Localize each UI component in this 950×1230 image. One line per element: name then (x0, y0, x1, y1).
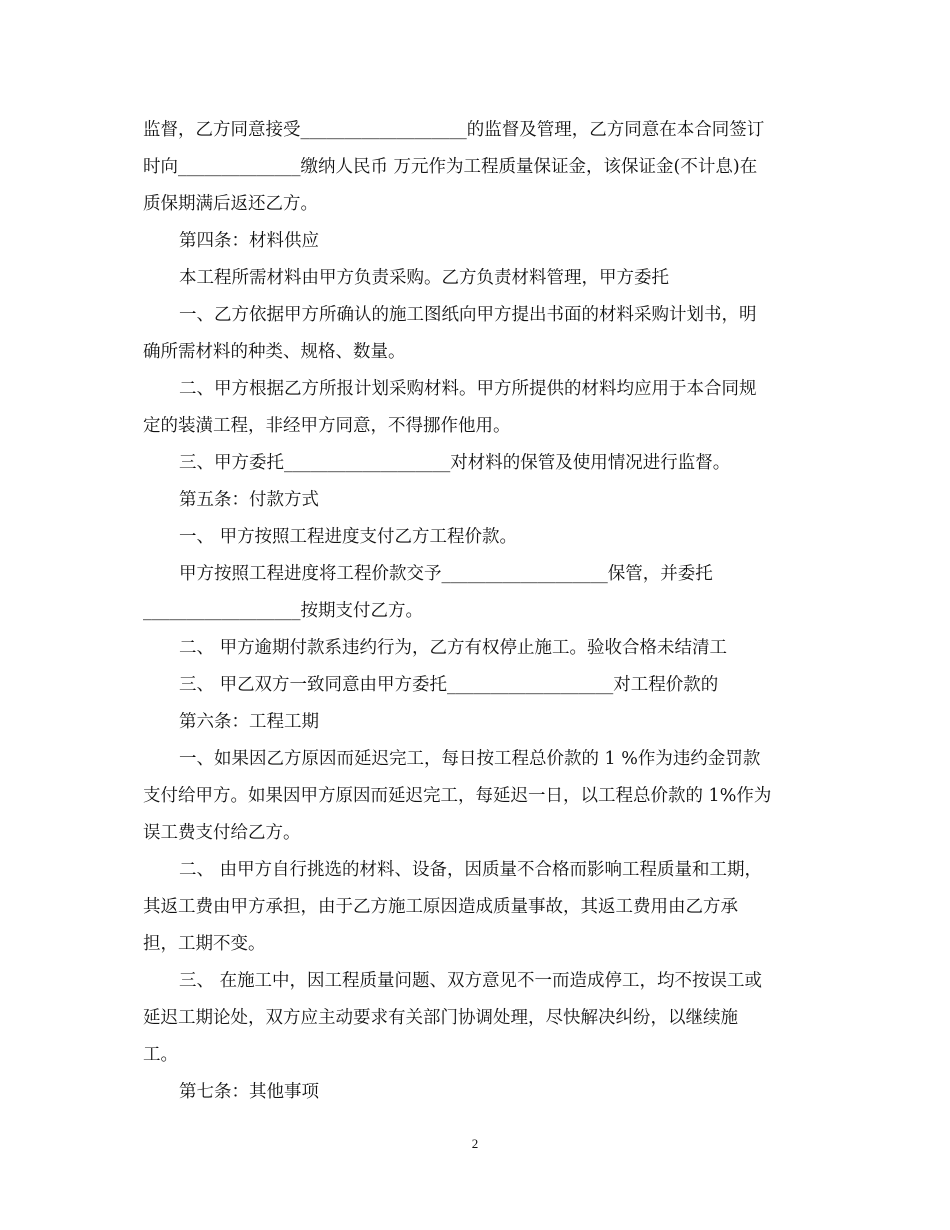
article-heading: 第七条：其他事项 (179, 1082, 319, 1102)
text-line: 支付给甲方。如果因甲方原因而延迟完工，每延迟一日，以工程总价款的 1%作为 (143, 786, 772, 806)
text-line: 质保期满后返还乙方。 (143, 194, 318, 214)
text-line: 定的装潢工程，非经甲方同意，不得挪作他用。 (143, 416, 511, 436)
text-line: 一、如果因乙方原因而延迟完工，每日按工程总价款的 1 %作为违约金罚款 (179, 749, 761, 769)
article-heading: 第六条：工程工期 (179, 712, 319, 732)
text-line: 误工费支付给乙方。 (143, 823, 301, 843)
text-line: 二、 甲方逾期付款系违约行为，乙方有权停止施工。验收合格未结清工 (179, 638, 728, 658)
document-body (143, 112, 823, 1111)
text-line: __________________按期支付乙方。 (143, 601, 423, 621)
text-line: 二、 由甲方自行挑选的材料、设备，因质量不合格而影响工程质量和工期， (179, 860, 763, 880)
text-line: 三、 在施工中，因工程质量问题、双方意见不一而造成停工，均不按误工或 (179, 971, 763, 991)
text-line: 确所需材料的种类、规格、数量。 (143, 342, 406, 362)
text-line: 本工程所需材料由甲方负责采购。乙方负责材料管理，甲方委托 (179, 268, 669, 288)
article-heading: 第四条：材料供应 (179, 231, 319, 251)
text-line: 二、甲方根据乙方所报计划采购材料。甲方所提供的材料均应用于本合同规 (179, 379, 757, 399)
text-line: 三、 甲乙双方一致同意由甲方委托___________________对工程价款的 (179, 675, 719, 695)
text-line: 三、甲方委托___________________对材料的保管及使用情况进行监督。 (179, 453, 731, 473)
text-line: 时向______________缴纳人民币 万元作为工程质量保证金，该保证金(不计息)在 (143, 157, 758, 177)
text-line: 监督，乙方同意接受___________________的监督及管理，乙方同意在本合同签订 (143, 120, 765, 140)
article-heading: 第五条：付款方式 (179, 490, 319, 510)
text-line: 甲方按照工程进度将工程价款交予___________________保管，并委托 (179, 564, 713, 584)
text-line: 延迟工期论处，双方应主动要求有关部门协调处理，尽快解决纠纷，以继续施 (143, 1008, 738, 1028)
text-line: 一、 甲方按照工程进度支付乙方工程价款。 (179, 527, 518, 547)
text-line: 工。 (143, 1045, 178, 1065)
text-line: 一、乙方依据甲方所确认的施工图纸向甲方提出书面的材料采购计划书，明 (179, 305, 757, 325)
text-line: 其返工费由甲方承担，由于乙方施工原因造成质量事故，其返工费用由乙方承 (143, 897, 738, 917)
page-number: 2 (471, 1136, 479, 1151)
text-line: 担，工期不变。 (143, 934, 266, 954)
